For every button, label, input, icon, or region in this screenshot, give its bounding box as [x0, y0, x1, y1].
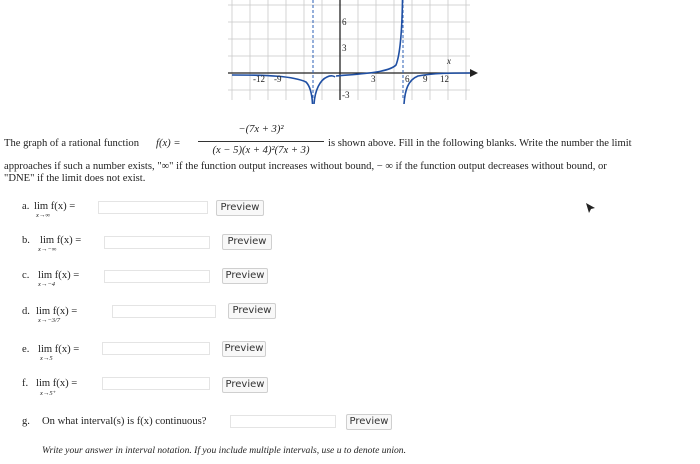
curve-right	[404, 73, 470, 104]
x-tick-label: 12	[440, 74, 449, 84]
mouse-cursor-icon	[586, 203, 596, 213]
part-b-subscript: x→−∞	[38, 246, 57, 253]
y-tick-label: 6	[342, 17, 347, 27]
problem-instructions: is shown above. Fill in the following blanks. Write the number the limit	[328, 138, 632, 149]
part-f-subscript: x→5⁺	[40, 390, 57, 397]
part-b-preview-button[interactable]: Preview	[222, 234, 272, 250]
fraction-bar	[198, 141, 324, 142]
part-e-limit: lim f(x) =	[38, 344, 80, 355]
part-d-limit: lim f(x) =	[36, 306, 78, 317]
x-tick-label: 6	[405, 74, 410, 84]
curve-middle-right	[336, 0, 403, 76]
part-e-label: e.	[22, 344, 30, 355]
part-b-limit: lim f(x) =	[40, 235, 82, 246]
x-tick-label: 3	[371, 74, 376, 84]
x-tick-label: 9	[423, 74, 428, 84]
part-c-subscript: x→−4	[38, 281, 56, 288]
function-name: f(x) =	[156, 138, 181, 149]
part-d-subscript: x→−3/7	[38, 317, 61, 324]
part-b-label: b.	[22, 235, 30, 246]
x-axis-letter: x	[447, 56, 451, 66]
x-tick-label: -12	[253, 74, 265, 84]
y-tick-label: 3	[342, 43, 347, 53]
part-a-label: a.	[22, 201, 30, 212]
x-tick-label: -9	[274, 74, 282, 84]
problem-line-3: "DNE" if the limit does not exist.	[4, 173, 146, 184]
problem-intro: The graph of a rational function	[4, 138, 140, 149]
part-d-preview-button[interactable]: Preview	[228, 303, 276, 319]
part-a-subscript: x→∞	[36, 212, 51, 219]
fraction-denominator: (x − 5)(x + 4)²(7x + 3)	[212, 145, 310, 156]
part-b-answer-input[interactable]	[104, 236, 210, 249]
interval-notation-note: Write your answer in interval notation. If you include multiple intervals, use u to denote union.	[42, 445, 406, 456]
part-g-label: g.	[22, 416, 30, 427]
graph-grid	[228, 0, 470, 100]
part-c-label: c.	[22, 270, 30, 281]
part-c-answer-input[interactable]	[104, 270, 210, 283]
problem-line-2: approaches if such a number exists, "∞" if the function output increases without bound, − ∞ if the function output decreases without bound, or	[4, 161, 607, 172]
x-axis-arrow	[470, 69, 478, 77]
part-e-subscript: x→5	[40, 355, 53, 362]
curve-left	[232, 75, 313, 104]
part-f-limit: lim f(x) =	[36, 378, 78, 389]
part-a-answer-input[interactable]	[98, 201, 208, 214]
part-d-answer-input[interactable]	[112, 305, 216, 318]
y-tick-label: -3	[342, 90, 350, 100]
function-graph	[228, 0, 478, 105]
part-g-preview-button[interactable]: Preview	[346, 414, 392, 430]
part-g-question: On what interval(s) is f(x) continuous?	[42, 416, 207, 427]
part-e-preview-button[interactable]: Preview	[222, 341, 266, 357]
part-g-answer-input[interactable]	[230, 415, 336, 428]
part-c-preview-button[interactable]: Preview	[222, 268, 268, 284]
part-e-answer-input[interactable]	[102, 342, 210, 355]
part-f-preview-button[interactable]: Preview	[222, 377, 268, 393]
part-d-label: d.	[22, 306, 30, 317]
part-a-preview-button[interactable]: Preview	[216, 200, 264, 216]
part-f-answer-input[interactable]	[102, 377, 210, 390]
part-c-limit: lim f(x) =	[38, 270, 80, 281]
fraction-numerator: −(7x + 3)²	[238, 124, 284, 135]
part-f-label: f.	[22, 378, 29, 389]
part-a-limit: lim f(x) =	[34, 201, 76, 212]
